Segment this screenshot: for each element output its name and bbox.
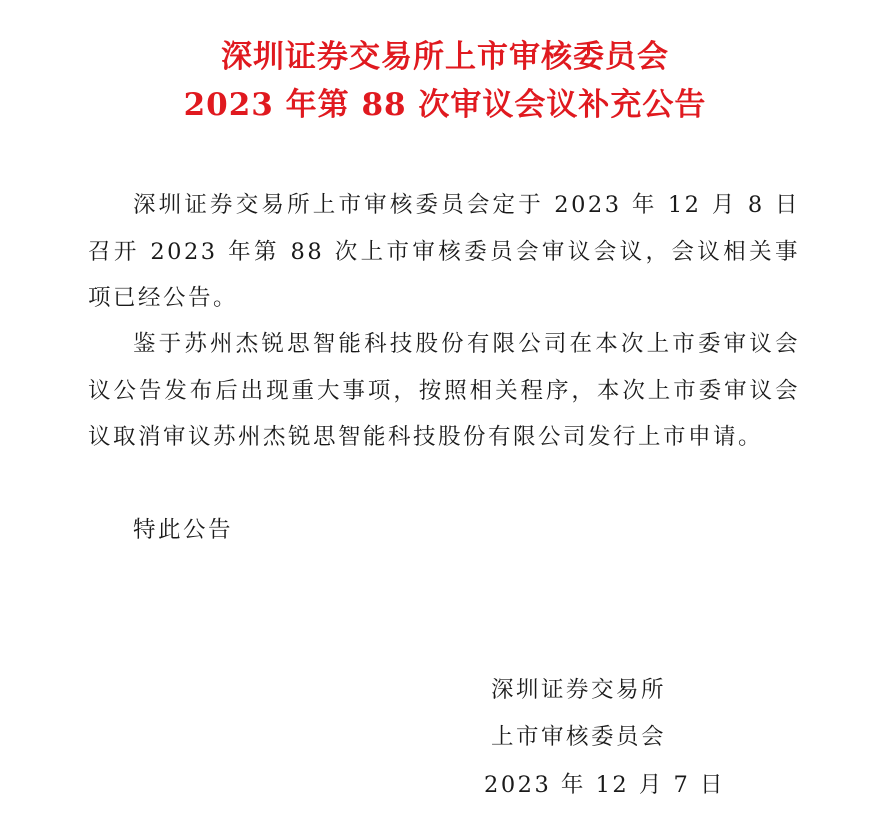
announcement-title-line2: 2023 年第 88 次审议会议补充公告 (183, 87, 707, 123)
body-paragraph-closing: 特此公告 (133, 517, 234, 543)
body-paragraph-cancellation: 鉴于苏州杰锐思智能科技股份有限公司在本次上市委审议会议公告发布后出现重大事项，按照相关程序，本次上市委审议会议取消审议苏州杰锐思智能科技股份有限公司发行上市申请。 (88, 331, 800, 450)
signature-committee: 上市审核委员会 (491, 724, 667, 750)
signature-organization: 深圳证券交易所 (491, 677, 667, 703)
signature-date: 2023 年 12 月 7 日 (484, 772, 725, 798)
announcement-title-line1: 深圳证券交易所上市审核委员会 (221, 39, 669, 75)
body-paragraph-meeting-notice: 深圳证券交易所上市审核委员会定于 2023 年 12 月 8 日召开 2023 年第 88 次上市审核委员会审议会议，会议相关事项已经公告。 (88, 192, 800, 311)
